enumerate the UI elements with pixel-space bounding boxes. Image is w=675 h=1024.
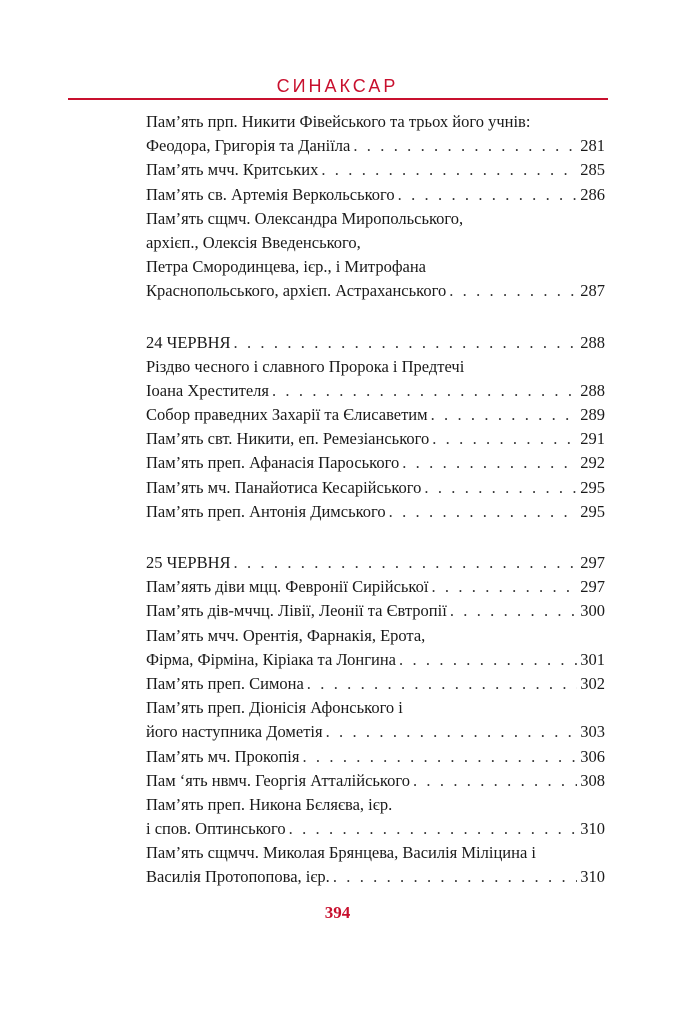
toc-line: [146, 720, 605, 744]
toc-page-number: 286: [580, 184, 605, 204]
dot-leader: [402, 451, 577, 475]
dot-leader: [353, 134, 577, 158]
toc-entry-text: Пам’ять мчч. Критських: [146, 160, 319, 180]
toc-line: [146, 476, 605, 500]
toc-entry-text: архієп., Олексія Введенського,: [146, 232, 361, 252]
toc-page-number: 297: [580, 577, 605, 597]
dot-leader: [431, 403, 578, 427]
toc-line: [146, 134, 605, 158]
dot-leader: [234, 331, 578, 355]
toc-page-number: 288: [580, 332, 605, 352]
toc-entry-text: Різдво чесного і славного Пророка і Предтечі: [146, 356, 465, 376]
toc-entry-text: Пам’ять преп. Афанасія Пароського: [146, 453, 400, 473]
toc-entry-text: Пам ‘ять нвмч. Георгія Атталійського: [146, 770, 410, 790]
toc-page-number: 291: [580, 429, 605, 449]
toc-line: [146, 599, 605, 623]
toc-line: [146, 575, 605, 599]
toc-entry-text: Іоана Хрестителя: [146, 380, 269, 400]
dot-leader: [431, 575, 577, 599]
toc-entry-text: Пам’ять мчч. Орентія, Фарнакія, Ерота,: [146, 625, 426, 645]
toc-page-number: 300: [580, 601, 605, 621]
toc-page-number: 288: [580, 380, 605, 400]
toc-page-number: 310: [580, 819, 605, 839]
toc-line: [146, 769, 605, 793]
dot-leader: [449, 279, 577, 303]
toc-page-number: 295: [580, 477, 605, 497]
toc-line: [146, 255, 605, 279]
toc-page-number: 310: [580, 867, 605, 887]
toc-entry-text: Пам’яять діви мцц. Февронії Сирійської: [146, 577, 429, 597]
toc-line: [146, 500, 605, 524]
toc-line: [146, 793, 605, 817]
toc-entry-text: Пам’ять мч. Панайотиса Кесарійського: [146, 477, 422, 497]
toc-line: [146, 207, 605, 231]
toc-entry-text: Пам’ять дів-мччц. Лівії, Леонії та Євтропії: [146, 601, 447, 621]
toc-entry-text: Пам’ять свт. Никити, еп. Ремезіанського: [146, 429, 430, 449]
toc-entry-text: його наступника Дометія: [146, 722, 323, 742]
toc-line: [146, 865, 605, 889]
toc-page-number: 287: [580, 281, 605, 301]
dot-leader: [424, 476, 577, 500]
toc-line: [146, 817, 605, 841]
dot-leader: [398, 183, 578, 207]
toc-line: [146, 379, 605, 403]
dot-leader: [432, 427, 577, 451]
toc-line: [146, 696, 605, 720]
toc-entry-text: Пам’ять сщмчч. Миколая Брянцева, Василія Міліцина і: [146, 843, 536, 863]
toc-page-number: 306: [580, 746, 605, 766]
dot-leader: [289, 817, 578, 841]
toc-line: [146, 231, 605, 255]
dot-leader: [234, 551, 578, 575]
dot-leader: [307, 672, 577, 696]
dot-leader: [321, 158, 577, 182]
toc-line: [146, 279, 605, 303]
toc-entry-text: Василія Протопопова, ієр.: [146, 867, 330, 887]
dot-leader: [399, 648, 577, 672]
dot-leader: [450, 599, 577, 623]
toc-page-number: 301: [580, 649, 605, 669]
toc-line: [146, 648, 605, 672]
toc-page-number: 295: [580, 501, 605, 521]
toc-entry-text: 25 ЧЕРВНЯ: [146, 553, 231, 572]
toc-line: [146, 672, 605, 696]
toc-section-heading: [146, 551, 605, 575]
toc-page-number: 289: [580, 405, 605, 425]
toc-entry-text: Феодора, Григорія та Даніїла: [146, 136, 351, 156]
toc-entry-text: Пам’ять преп. Антонія Димського: [146, 501, 386, 521]
toc-entry-text: Пам’ять мч. Прокопія: [146, 746, 300, 766]
toc-line: [146, 110, 605, 134]
toc-section-heading: [146, 331, 605, 355]
toc-entry-text: Пам’ять св. Артемія Веркольського: [146, 184, 395, 204]
toc-page-number: 297: [580, 553, 605, 572]
toc-entry-text: і спов. Оптинського: [146, 819, 286, 839]
toc-entry-text: Пам’ять преп. Симона: [146, 673, 304, 693]
toc-entry-text: Пам’ять преп. Діонісія Афонського і: [146, 698, 403, 718]
toc-line: [146, 451, 605, 475]
toc-page-number: 302: [580, 673, 605, 693]
section-spacer: [146, 304, 605, 331]
toc-line: [146, 183, 605, 207]
dot-leader: [272, 379, 577, 403]
toc-line: [146, 158, 605, 182]
page-number: 394: [324, 903, 351, 922]
toc-page-number: 303: [580, 722, 605, 742]
section-spacer: [146, 524, 605, 551]
running-header: СИНАКСАР: [276, 76, 399, 96]
table-of-contents: [146, 110, 605, 890]
dot-leader: [333, 865, 577, 889]
toc-entry-text: Собор праведних Захарії та Єлисаветим: [146, 405, 428, 425]
toc-line: [146, 427, 605, 451]
toc-entry-text: Фірма, Фірміна, Кіріака та Лонгина: [146, 649, 397, 669]
dot-leader: [413, 769, 577, 793]
toc-line: [146, 841, 605, 865]
dot-leader: [302, 745, 577, 769]
toc-entry-text: Пам’ять преп. Никона Бєляєва, ієр.: [146, 794, 393, 814]
toc-page-number: 292: [580, 453, 605, 473]
header-rule: [68, 98, 608, 100]
toc-entry-text: Краснопольського, архієп. Астраханського: [146, 281, 447, 301]
toc-entry-text: Пам’ять прп. Никити Фівейського та трьох його учнів:: [146, 112, 531, 131]
toc-line: [146, 403, 605, 427]
toc-line: [146, 745, 605, 769]
dot-leader: [326, 720, 578, 744]
toc-entry-text: Петра Смородинцева, ієр., і Митрофана: [146, 257, 427, 277]
toc-entry-text: 24 ЧЕРВНЯ: [146, 332, 231, 352]
toc-page-number: 281: [580, 136, 605, 156]
toc-page-number: 308: [580, 770, 605, 790]
toc-line: [146, 355, 605, 379]
dot-leader: [389, 500, 578, 524]
toc-page-number: 285: [580, 160, 605, 180]
toc-entry-text: Пам’ять сщмч. Олександра Миропольського,: [146, 208, 464, 228]
toc-line: [146, 624, 605, 648]
